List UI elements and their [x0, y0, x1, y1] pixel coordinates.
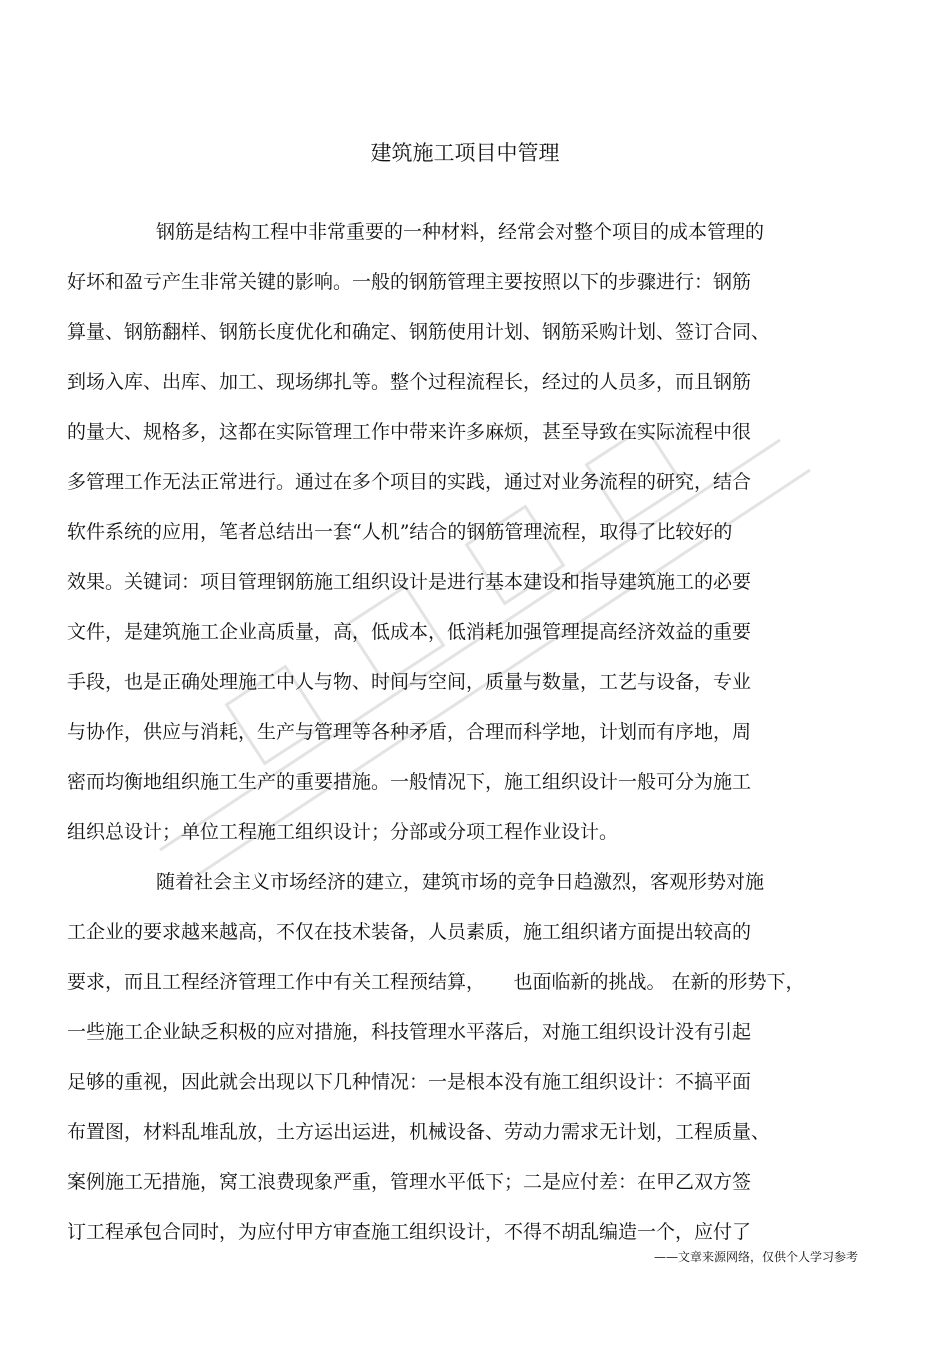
- paragraph-2-line-4: 一些施工企业缺乏积极的应对措施，科技管理水平落后，对施工组织设计没有引起: [67, 1021, 752, 1043]
- paragraph-1-line-3: 算量、钢筋翻样、钢筋长度优化和确定、钢筋使用计划、钢筋采购计划、签订合同、: [67, 321, 771, 343]
- paragraph-1-line-1: 钢筋是结构工程中非常重要的一种材料，经常会对整个项目的成本管理的: [156, 221, 765, 243]
- paragraph-2-line-3: 要求，而且工程经济管理工作中有关工程预结算， 也面临新的挑战。 在新的形势下，: [67, 971, 805, 993]
- paragraph-1-line-9: 文件，是建筑施工企业高质量，高，低成本，低消耗加强管理提高经济效益的重要: [67, 621, 752, 643]
- paragraph-1-line-5: 的量大、规格多，这都在实际管理工作中带来许多麻烦，甚至导致在实际流程中很: [67, 421, 752, 443]
- paragraph-2-line-2: 工企业的要求越来越高，不仅在技术装备，人员素质，施工组织诸方面提出较高的: [67, 921, 752, 943]
- source-footer-note: ——文章来源网络，仅供个人学习参考: [653, 1250, 858, 1264]
- paragraph-1-line-13: 组织总设计；单位工程施工组织设计；分部或分项工程作业设计。: [67, 821, 619, 843]
- paragraph-2-line-7: 案例施工无措施，窝工浪费现象严重，管理水平低下；二是应付差：在甲乙双方签: [67, 1171, 752, 1193]
- document-title: 建筑施工项目中管理: [370, 141, 560, 165]
- paragraph-1-line-2: 好坏和盈亏产生非常关键的影响。一般的钢筋管理主要按照以下的步骤进行：钢筋: [67, 271, 752, 293]
- paragraph-2-line-1: 随着社会主义市场经济的建立，建筑市场的竞争日趋激烈，客观形势对施: [156, 871, 765, 893]
- paragraph-1-line-4: 到场入库、出库、加工、现场绑扎等。整个过程流程长，经过的人员多，而且钢筋: [67, 371, 752, 393]
- paragraph-1-line-12: 密而均衡地组织施工生产的重要措施。一般情况下，施工组织设计一般可分为施工: [67, 771, 752, 793]
- paragraph-2-line-5: 足够的重视，因此就会出现以下几种情况：一是根本没有施工组织设计：不搞平面: [67, 1071, 752, 1093]
- paragraph-1-line-8: 效果。关键词：项目管理钢筋施工组织设计是进行基本建设和指导建筑施工的必要: [67, 571, 752, 593]
- paragraph-1-line-11: 与协作，供应与消耗，生产与管理等各种矛盾，合理而科学地，计划而有序地，周: [67, 721, 752, 743]
- paragraph-2-line-8: 订工程承包合同时，为应付甲方审查施工组织设计，不得不胡乱编造一个，应付了: [67, 1221, 752, 1243]
- paragraph-1-line-10: 手段，也是正确处理施工中人与物、时间与空间，质量与数量，工艺与设备，专业: [67, 671, 752, 693]
- paragraph-2-line-6: 布置图，材料乱堆乱放，土方运出运进，机械设备、劳动力需求无计划，工程质量、: [67, 1121, 771, 1143]
- paragraph-1-line-6: 多管理工作无法正常进行。通过在多个项目的实践，通过对业务流程的研究，结合: [67, 471, 752, 493]
- paragraph-1-line-7: 软件系统的应用，笔者总结出一套“人机”结合的钢筋管理流程，取得了比较好的: [67, 521, 733, 543]
